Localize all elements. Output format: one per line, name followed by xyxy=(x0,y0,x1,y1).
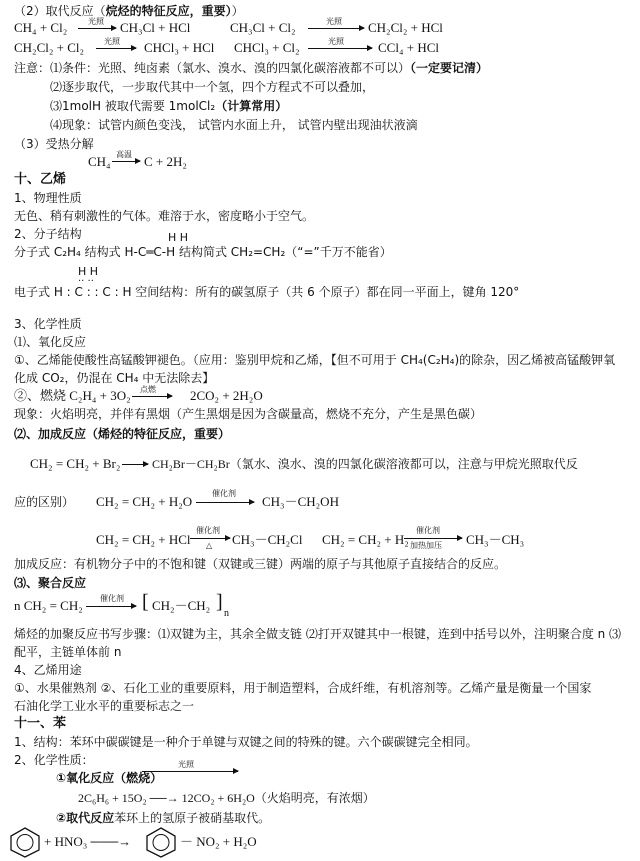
condition-catalyst: 催化剂 xyxy=(196,526,220,535)
polymer-bracket-close: ] xyxy=(216,591,223,613)
condition-light: 光照 xyxy=(328,37,344,46)
equation-left: CH₂ = CH₂ + H₂ xyxy=(322,532,409,547)
paragraph: 烯烃的加聚反应书写步骤：⑴双键为主，其余全做支链 ⑵打开双键其中一根键，连到中括号以外，注明聚合度 n ⑶ xyxy=(14,627,622,641)
equation-right: CH₂Br－CH₂Br（氯水、溴水、溴的四氯化碳溶液都可以，注意与甲烷光照取代反 xyxy=(152,457,578,471)
reaction-arrow xyxy=(132,396,172,397)
equation-left: CH₂ = CH₂ + Br₂ xyxy=(30,456,121,471)
equation-1b-right: CH₂Cl₂ + HCl xyxy=(368,20,443,35)
equation-2a-right: CHCl₃ + HCl xyxy=(144,40,215,55)
reaction-arrow xyxy=(96,48,136,49)
paragraph: ②取代反应苯环上的氢原子被硝基取代。 xyxy=(56,811,271,825)
condition-ignite: 点燃 xyxy=(140,385,156,394)
electron-dots: ·· ·· xyxy=(78,276,94,287)
paragraph: 1、结构：苯环中碳碳键是一种介于单键与双键之间的特殊的键。六个碳碳键完全相同。 xyxy=(14,735,478,749)
paragraph: 加成反应：有机物分子中的不饱和键（双键或三键）两端的原子与其他原子直接结合的反应。 xyxy=(14,557,507,571)
molecular-structure-line: 分子式 C₂H₄ 结构式 H-C═C-H 结构简式 CH₂=CH₂（“=”千万不能省） xyxy=(14,245,392,259)
reaction-arrow xyxy=(78,28,116,29)
condition-light: 光照 xyxy=(104,37,120,46)
equation-left: CH₂ = CH₂ + H₂O xyxy=(96,494,193,509)
condition-light: 光照 xyxy=(88,17,104,26)
reaction-arrow xyxy=(122,464,148,465)
section-heading: 2、分子结构 xyxy=(14,227,82,241)
condition-light: 光照 xyxy=(326,17,342,26)
electron-formula-line: 电子式 H : C : : C : H 空间结构：所有的碳氢原子（共 6 个原子）都在同一平面上，键角 120° xyxy=(14,285,520,299)
reaction-arrow xyxy=(308,28,364,29)
note-4: ⑷现象：试管内颜色变浅， 试管内水面上升， 试管内壁出现油状液滴 xyxy=(50,118,418,132)
equation-left: ②、燃烧 C₂H₄ + 3O₂ xyxy=(14,388,131,403)
equation-right: CH₃－CH₂OH xyxy=(262,494,339,509)
section-heading: 2、化学性质： xyxy=(14,753,94,767)
subsection-heading: ⑵、加成反应（烯烃的特征反应，重要） xyxy=(14,427,231,441)
note-3: ⑶1molH 被取代需要 1molCl₂（计算常用） xyxy=(50,99,288,113)
paragraph: 化成 CO₂，仍混在 CH₄ 中无法除去】 xyxy=(14,371,215,385)
equation-right: CH₃－CH₃ xyxy=(466,532,525,547)
equation-1a-right: CH₃Cl + HCl xyxy=(120,20,191,35)
paragraph: 现象：火焰明亮，并伴有黑烟（产生黑烟是因为含碳量高，燃烧不充分，产生是黑色碳） xyxy=(14,407,483,421)
equation-left: CH₂ = CH₂ + HCl xyxy=(96,532,191,547)
subsection-heading: ⑶、聚合反应 xyxy=(14,576,87,590)
reaction-arrow xyxy=(196,502,254,503)
equation-left: + HNO₃ ───→ xyxy=(44,834,132,849)
paragraph: 石油化学工业水平的重要标志之一 xyxy=(14,699,195,713)
condition-heat: △ xyxy=(206,541,213,550)
structure-hydrogens: H H xyxy=(168,231,189,244)
equation-right: － NO₂ + H₂O xyxy=(180,834,257,849)
equation-right: 2CO₂ + 2H₂O xyxy=(190,388,263,403)
paragraph: ①、乙烯能使酸性高锰酸钾褪色。（应用：鉴别甲烷和乙烯，【但不可用于 CH₄(C₂H₄)的除杂，因乙烯被高锰酸钾氧 xyxy=(14,353,616,367)
polymer-unit: CH₂－CH₂ xyxy=(152,598,211,613)
reaction-arrow xyxy=(142,771,238,772)
note-2: ⑵逐步取代，一步取代其中一个氢，四个方程式不可以叠加， xyxy=(50,80,375,94)
equation-right: CH₃－CH₂Cl xyxy=(232,532,303,547)
section-heading: （2）取代反应（烷烃的特征反应，重要）） xyxy=(14,4,244,18)
condition-catalyst: 催化剂 xyxy=(100,594,124,603)
polymer-degree: n xyxy=(224,608,229,619)
condition-catalyst: 催化剂 xyxy=(416,526,440,535)
chapter-heading: 十一、苯 xyxy=(14,716,67,731)
benzene-ring-icon xyxy=(144,826,178,858)
reaction-arrow xyxy=(112,161,140,162)
reaction-arrow xyxy=(308,48,372,49)
reaction-arrow xyxy=(404,538,462,539)
note-1: 注意：⑴条件：光照、纯卤素（氯水、溴水、溴的四氯化碳溶液都不可以）（一定要记清） xyxy=(14,61,489,75)
paragraph: 无色、稍有刺激性的气体。难溶于水，密度略小于空气。 xyxy=(14,209,315,223)
equation-left: CH₄ xyxy=(88,154,111,169)
equation-1a-left: CH₄ + Cl₂ xyxy=(14,20,68,35)
reaction-arrow xyxy=(86,606,136,607)
equation-right: C + 2H₂ xyxy=(144,154,187,169)
section-heading: 3、化学性质 xyxy=(14,317,82,331)
subsection-heading: ①氧化反应（燃烧） xyxy=(56,771,163,785)
section-heading: 1、物理性质 xyxy=(14,191,82,205)
condition-heat-pressure: 加热加压 xyxy=(410,541,442,550)
paragraph: 应的区别） xyxy=(14,495,75,509)
equation-2b-left: CHCl₃ + Cl₂ xyxy=(234,40,300,55)
paragraph: ①、水果催熟剂 ②、石化工业的重要原料，用于制造塑料，合成纤维，有机溶剂等。乙烯产量是衡量一个国家 xyxy=(14,681,592,695)
section-heading: 4、乙烯用途 xyxy=(14,663,82,677)
equation-left: n CH₂ = CH₂ xyxy=(14,598,83,613)
paragraph: 配平，主链单体前 n xyxy=(14,645,122,659)
chapter-heading: 十、乙烯 xyxy=(14,172,67,187)
condition-high-temp: 高温 xyxy=(116,150,132,159)
equation-2b-right: CCl₄ + HCl xyxy=(378,40,439,55)
electron-hydrogens: H H xyxy=(78,265,99,278)
section-heading: （3）受热分解 xyxy=(14,137,94,151)
polymer-bracket-open: [ xyxy=(142,591,149,613)
condition-light: 光照 xyxy=(178,760,194,769)
equation-2a-left: CH₂Cl₂ + Cl₂ xyxy=(14,40,85,55)
subsection-heading: ⑴、氧化反应 xyxy=(14,335,87,349)
reaction-arrow xyxy=(190,538,230,539)
benzene-ring-icon xyxy=(8,826,42,858)
equation: 2C₆H₆ + 15O₂ ──→ 12CO₂ + 6H₂O（火焰明亮，有浓烟） xyxy=(78,791,375,805)
condition-catalyst: 催化剂 xyxy=(212,489,236,498)
equation-1b-left: CH₃Cl + Cl₂ xyxy=(230,20,296,35)
